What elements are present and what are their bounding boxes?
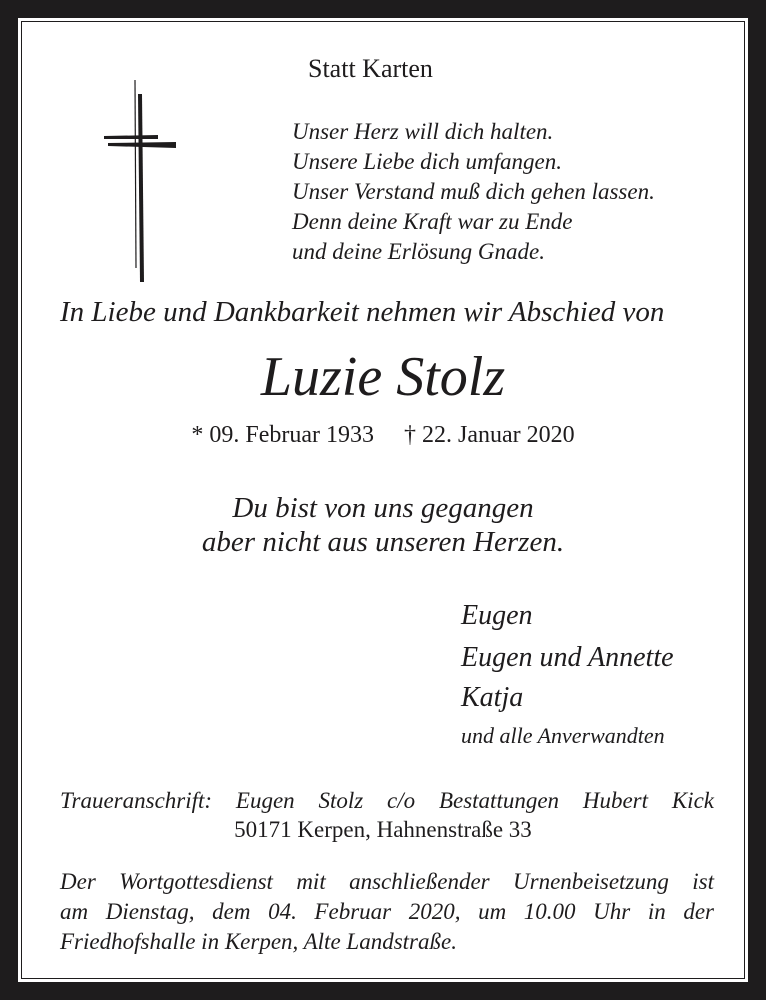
birth-date: * 09. Februar 1933 bbox=[191, 422, 374, 448]
cross-icon bbox=[100, 78, 180, 284]
intro-text: In Liebe und Dankbarkeit nehmen wir Abschied von bbox=[60, 296, 665, 328]
deceased-name: Luzie Stolz bbox=[260, 346, 506, 408]
poem-line: Unser Verstand muß dich gehen lassen. bbox=[292, 179, 655, 204]
motto-line: Du bist von uns gegangen bbox=[232, 492, 534, 524]
poem-line: Unser Herz will dich halten. bbox=[292, 119, 554, 144]
mourning-address-line: Traueranschrift: Eugen Stolz c/o Bestattungen Hubert Kick bbox=[60, 788, 714, 813]
poem-line: und deine Erlösung Gnade. bbox=[292, 239, 545, 264]
death-date: † 22. Januar 2020 bbox=[404, 422, 575, 448]
service-info-line: Der Wortgottesdienst mit anschließender Urnenbeisetzung ist bbox=[60, 869, 714, 894]
life-dates bbox=[0, 422, 766, 449]
service-info-line: Friedhofshalle in Kerpen, Alte Landstraße. bbox=[60, 929, 457, 954]
family-member: Eugen und Annette bbox=[461, 642, 674, 673]
service-info-line: am Dienstag, dem 04. Februar 2020, um 10.00 Uhr in der bbox=[60, 899, 714, 924]
motto-line: aber nicht aus unseren Herzen. bbox=[201, 526, 565, 558]
poem-line: Unsere Liebe dich umfangen. bbox=[292, 149, 562, 174]
family-member: Eugen bbox=[461, 600, 533, 631]
header-note: Statt Karten bbox=[308, 54, 433, 83]
poem-line: Denn deine Kraft war zu Ende bbox=[292, 209, 573, 234]
mourning-address-city: 50171 Kerpen, Hahnenstraße 33 bbox=[234, 817, 532, 842]
family-relatives: und alle Anverwandten bbox=[461, 723, 665, 748]
family-member: Katja bbox=[461, 682, 524, 713]
